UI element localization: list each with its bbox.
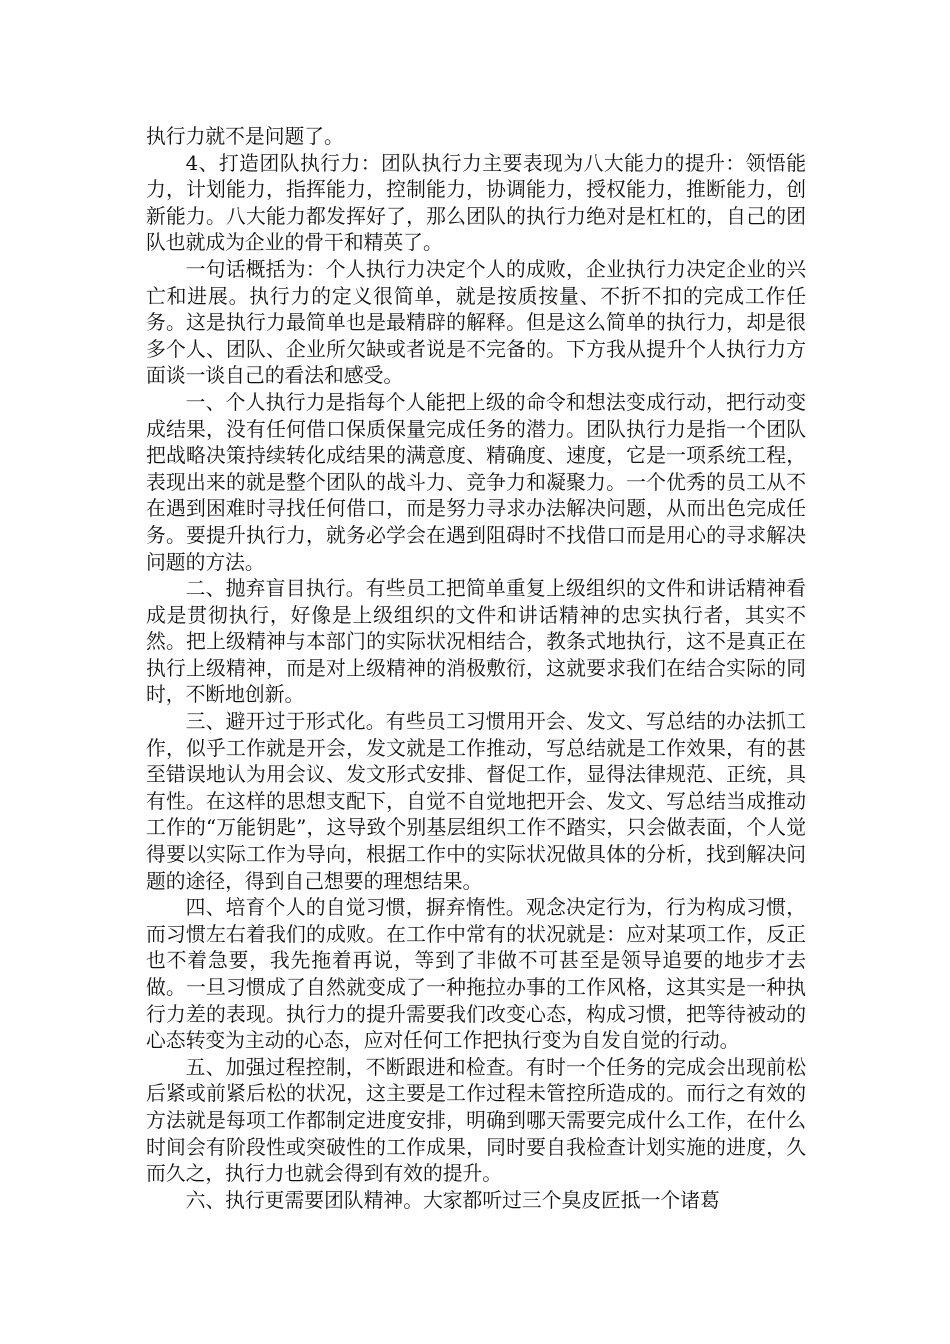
paragraph-point-six: 六、执行更需要团队精神。大家都听过三个臭皮匠抵一个诸葛 — [185, 1188, 720, 1212]
paragraph-point-four: 四、培育个人的自觉习惯，摒弃惰性。观念决定行为，行为构成习惯，而习惯左右着我们的成败。在工作中常有的状况就是：应对某项工作，反正也不着急要，我先拖着再说，等到了非做不可甚至是领导追要的地步才去做。一旦习惯成了自然就变成了一种拖拉办事的工作风格，这其实是一种执行力差的表现。执行力的提升需要我们改变心态，构成习惯，把等待被动的心态转变为主动的心态，应对任何工作把执行变为自发自觉的行动。 — [146, 896, 806, 1053]
paragraph-point-one: 一、个人执行力是指每个人能把上级的命令和想法变成行动，把行动变成结果，没有任何借口保质保量完成任务的潜力。团队执行力是指一个团队把战略决策持续转化成结果的满意度、精确度、速度，它是一项系统工程，表现出来的就是整个团队的战斗力、竞争力和凝聚力。一个优秀的员工从不在遇到困难时寻找任何借口，而是努力寻求办法解决问题，从而出色完成任务。要提升执行力，就务必学会在遇到阻碍时不找借口而是用心的寻求解决问题的方法。 — [146, 390, 806, 574]
paragraph-point-three: 三、避开过于形式化。有些员工习惯用开会、发文、写总结的办法抓工作，似乎工作就是开会，发文就是工作推动，写总结就是工作效果，有的甚至错误地认为用会议、发文形式安排、督促工作，显得法律规范、正统，具有性。在这样的思想支配下，自觉不自觉地把开会、发文、写总结当成推动工作的“万能钥匙”，这导致个别基层组织工作不踏实，只会做表面，个人觉得要以实际工作为导向，根据工作中的实际状况做具体的分析，找到解决问题的途径，得到自己想要的理想结果。 — [146, 710, 806, 893]
document-body — [146, 124, 806, 1214]
paragraph-point-two: 二、抛弃盲目执行。有些员工把简单重复上级组织的文件和讲话精神看成是贯彻执行，好像是上级组织的文件和讲话精神的忠实执行者，其实不然。把上级精神与本部门的实际状况相结合，教条式地执行，这不是真正在执行上级精神，而是对上级精神的消极敷衍，这就要求我们在结合实际的同时，不断地创新。 — [146, 577, 806, 707]
paragraph-point-five: 五、加强过程控制，不断跟进和检查。有时一个任务的完成会出现前松后紧或前紧后松的状况，这主要是工作过程未管控所造成的。而行之有效的方法就是每项工作都制定进度安排，明确到哪天需要完成什么工作，在什么时间会有阶段性或突破性的工作成果，同时要自我检查计划实施的进度，久而久之，执行力也就会得到有效的提升。 — [146, 1055, 806, 1186]
paragraph-summary: 一句话概括为：个人执行力决定个人的成败，企业执行力决定企业的兴亡和进展。执行力的定义很简单，就是按质按量、不折不扣的完成工作任务。这是执行力最简单也是最精辟的解释。但是这么简单的执行力，却是很多个人、团队、企业所欠缺或者说是不完备的。下方我从提升个人执行力方面谈一谈自己的看法和感受。 — [146, 257, 806, 388]
paragraph-team-execution: 4、打造团队执行力：团队执行力主要表现为八大能力的提升：领悟能力，计划能力，指挥能力，控制能力，协调能力，授权能力，推断能力，创新能力。八大能力都发挥好了，那么团队的执行力绝对是杠杠的，自己的团队也就成为企业的骨干和精英了。 — [146, 151, 806, 255]
paragraph-continuation: 执行力就不是问题了。 — [146, 125, 344, 148]
